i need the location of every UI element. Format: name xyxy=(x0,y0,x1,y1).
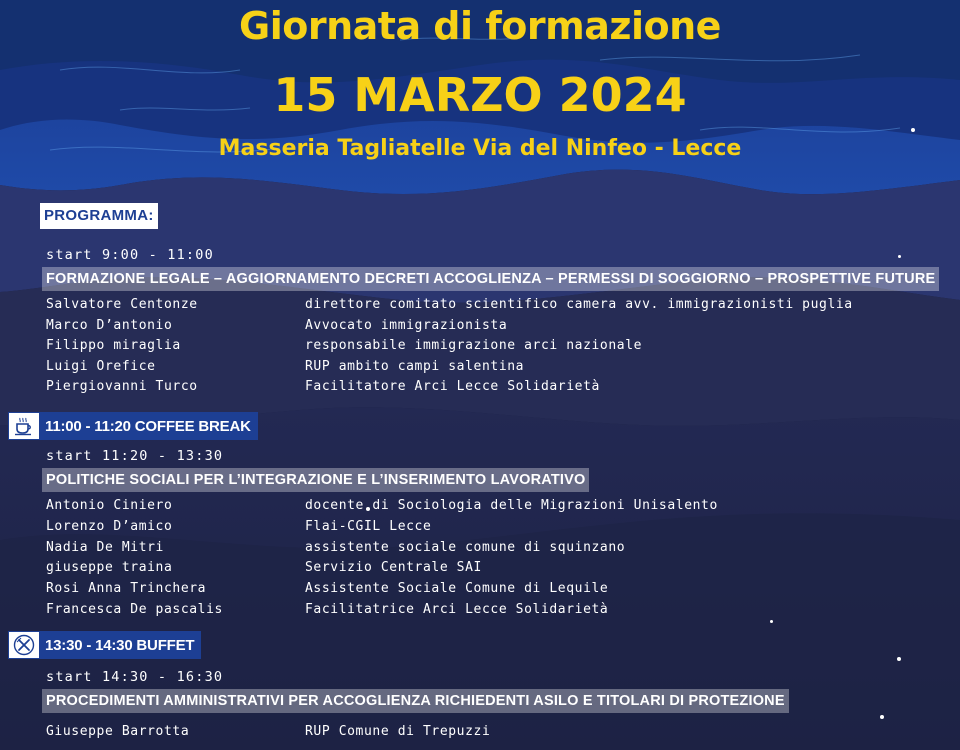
speaker-row xyxy=(46,602,946,622)
speaker-row xyxy=(46,318,946,338)
speaker-name: Marco D’antonio xyxy=(46,318,173,333)
speaker-name: Antonio Ciniero xyxy=(46,498,173,513)
session-start-time: start 11:20 - 13:30 xyxy=(46,448,224,464)
session-start-time: start 14:30 - 16:30 xyxy=(46,669,224,685)
speaker-role: assistente sociale comune di squinzano xyxy=(305,540,626,555)
session-title: PROCEDIMENTI AMMINISTRATIVI PER ACCOGLIENZA RICHIEDENTI ASILO E TITOLARI DI PROTEZIONE xyxy=(42,689,789,713)
page-title: Giornata di formazione xyxy=(239,4,721,48)
coffee-break-banner xyxy=(8,412,258,440)
speaker-name: Nadia De Mitri xyxy=(46,540,164,555)
speaker-role: direttore comitato scientifico camera avv. immigrazionisti puglia xyxy=(305,297,853,312)
programma-label: PROGRAMMA: xyxy=(40,203,158,229)
speaker-role: RUP ambito campi salentina xyxy=(305,359,525,374)
buffet-banner xyxy=(8,631,201,659)
coffee-break-label: 11:00 - 11:20 COFFEE BREAK xyxy=(39,413,257,439)
star-dot xyxy=(898,255,901,258)
speaker-name: Francesca De pascalis xyxy=(46,602,223,617)
speaker-row xyxy=(46,724,946,744)
speaker-row xyxy=(46,498,946,518)
speaker-role: Assistente Sociale Comune di Lequile xyxy=(305,581,609,596)
speaker-name: Piergiovanni Turco xyxy=(46,379,198,394)
speaker-role: Flai-CGIL Lecce xyxy=(305,519,432,534)
session-title: POLITICHE SOCIALI PER L’INTEGRAZIONE E L’INSERIMENTO LAVORATIVO xyxy=(42,468,589,492)
speaker-row xyxy=(46,560,946,580)
star-dot xyxy=(911,128,915,132)
speaker-name: Salvatore Centonze xyxy=(46,297,198,312)
star-dot xyxy=(880,715,884,719)
buffet-label: 13:30 - 14:30 BUFFET xyxy=(39,632,200,658)
speaker-row xyxy=(46,519,946,539)
fork-knife-icon xyxy=(9,632,39,658)
speaker-role: responsabile immigrazione arci nazionale xyxy=(305,338,643,353)
speaker-row xyxy=(46,379,946,399)
speaker-name: Luigi Orefice xyxy=(46,359,156,374)
speaker-role: Servizio Centrale SAI xyxy=(305,560,482,575)
session-title: FORMAZIONE LEGALE – AGGIORNAMENTO DECRETI ACCOGLIENZA – PERMESSI DI SOGGIORNO – PROSPETTIVE FUTURE xyxy=(42,267,939,291)
speaker-name: giuseppe traina xyxy=(46,560,173,575)
speaker-row xyxy=(46,338,946,358)
speaker-row xyxy=(46,297,946,317)
speaker-role: docente di Sociologia delle Migrazioni Unisalento xyxy=(305,498,718,513)
session-start-time: start 9:00 - 11:00 xyxy=(46,247,214,263)
speaker-role: RUP Comune di Trepuzzi xyxy=(305,724,491,739)
speaker-name: Lorenzo D’amico xyxy=(46,519,173,534)
speaker-row xyxy=(46,359,946,379)
star-dot xyxy=(897,657,901,661)
event-venue: Masseria Tagliatelle Via del Ninfeo - Lecce xyxy=(218,136,742,161)
speaker-name: Rosi Anna Trinchera xyxy=(46,581,207,596)
speaker-name: Filippo miraglia xyxy=(46,338,181,353)
event-date: 15 MARZO 2024 xyxy=(273,68,687,122)
speaker-name: Giuseppe Barrotta xyxy=(46,724,190,739)
speaker-row xyxy=(46,581,946,601)
speaker-row xyxy=(46,540,946,560)
speaker-role: Facilitatore Arci Lecce Solidarietà xyxy=(305,379,600,394)
speaker-role: Facilitatrice Arci Lecce Solidarietà xyxy=(305,602,609,617)
speaker-role: Avvocato immigrazionista xyxy=(305,318,508,333)
coffee-cup-icon xyxy=(9,413,39,439)
